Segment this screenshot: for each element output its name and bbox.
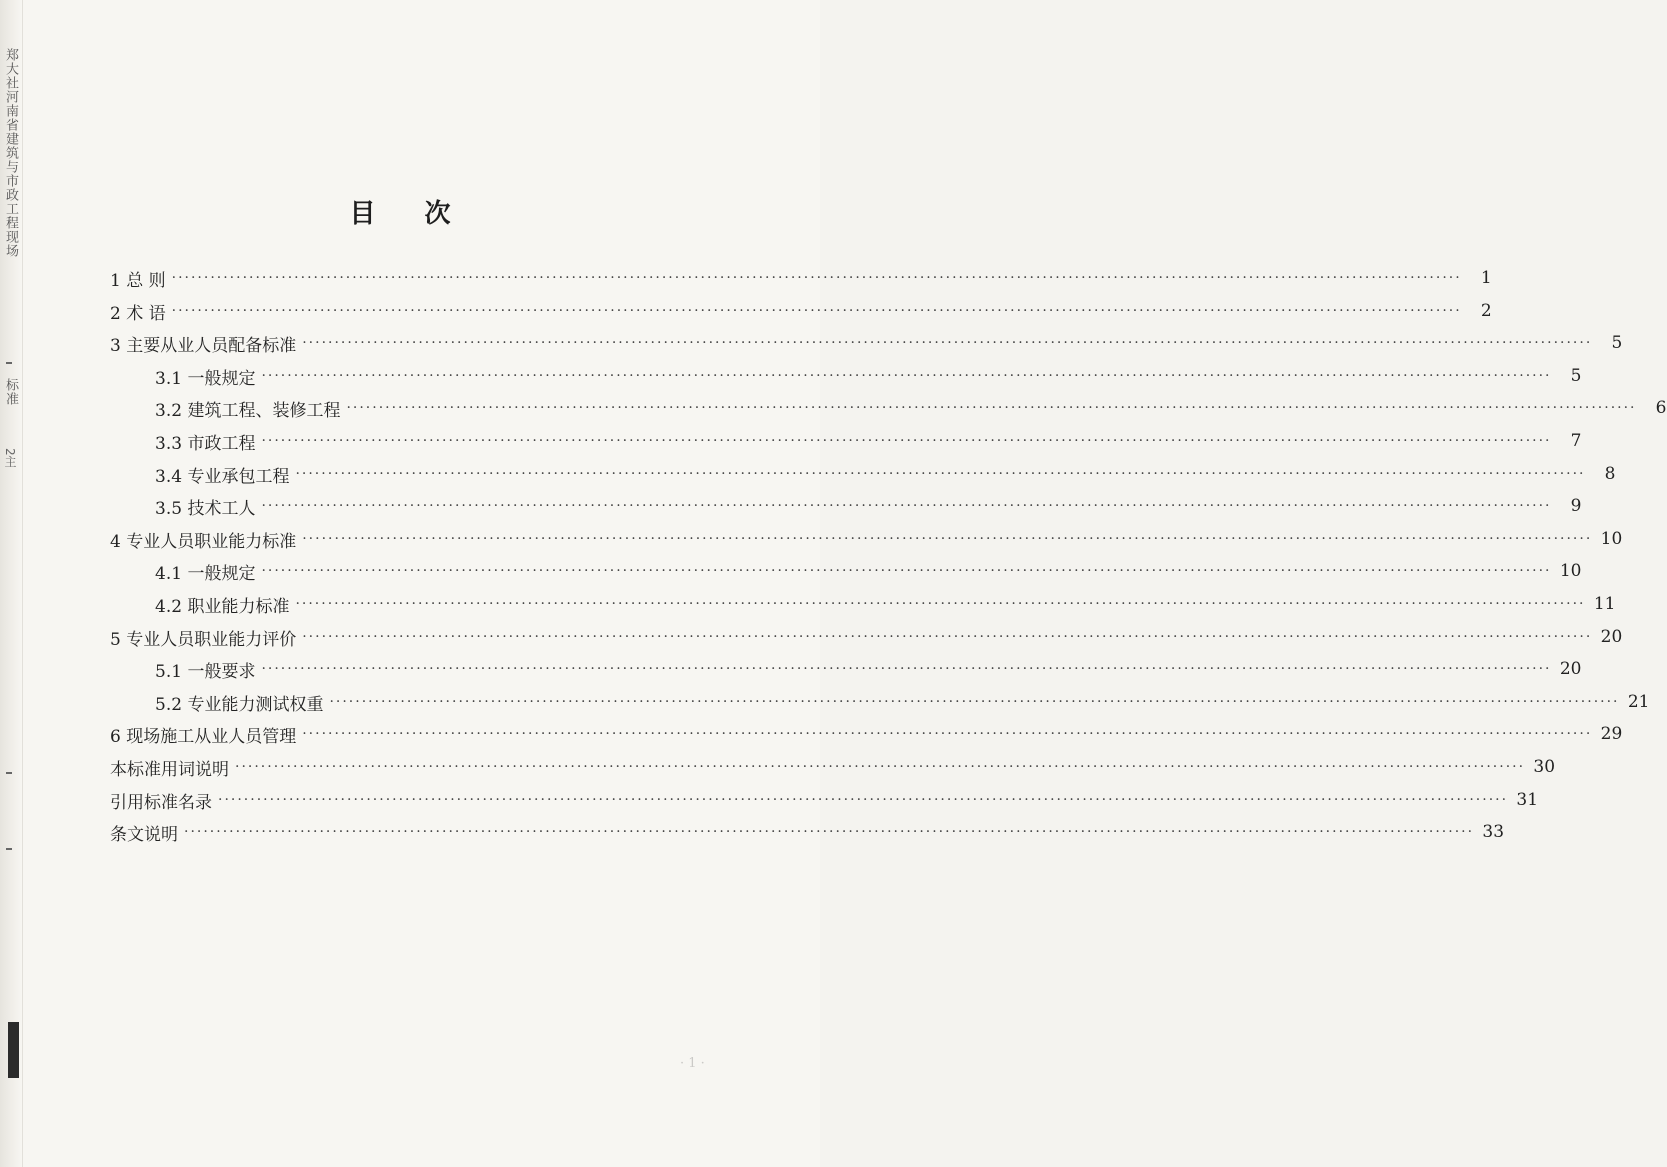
toc-entry-label: 条文说明	[110, 824, 178, 845]
toc-entry-label: 5.1 一般要求	[155, 661, 256, 682]
toc-entry-page: 30	[1533, 757, 1556, 777]
toc-entry[interactable]	[110, 327, 1623, 359]
toc-entry-label: 5 专业人员职业能力评价	[110, 629, 297, 650]
toc-entry-label: 3.2 建筑工程、装修工程	[155, 400, 341, 421]
spine-black-bar	[8, 1022, 19, 1078]
toc-entry-label: 3.1 一般规定	[155, 368, 256, 389]
toc-entry[interactable]	[155, 686, 1650, 718]
toc-dot-leader: ········································································································································································································	[295, 596, 1586, 612]
toc-entry-label: 3.3 市政工程	[155, 433, 256, 454]
book-spine	[0, 0, 23, 1167]
toc-entry[interactable]	[155, 425, 1582, 457]
toc-entry-page: 29	[1600, 724, 1623, 744]
toc-dot-leader: ········································································································································································································	[261, 563, 1552, 579]
page-title: 目 次	[349, 199, 471, 229]
spine-tick-mark	[6, 362, 12, 364]
toc-entry-page: 11	[1593, 594, 1616, 614]
toc-dot-leader: ········································································································································································································	[329, 694, 1620, 710]
toc-entry-label: 3.5 技术工人	[155, 498, 256, 519]
toc-dot-leader: ········································································································································································································	[218, 792, 1509, 808]
toc-entry-page: 20	[1600, 627, 1623, 647]
toc-entry-label: 4.2 职业能力标准	[155, 596, 290, 617]
toc-dot-leader: ········································································································································································································	[302, 629, 1593, 645]
toc-entry-label: 6 现场施工从业人员管理	[110, 726, 297, 747]
toc-entry-page: 7	[1570, 431, 1582, 451]
toc-dot-leader: ········································································································································································································	[171, 303, 1462, 319]
spine-label: 标准	[3, 378, 18, 406]
toc-entry[interactable]	[110, 295, 1492, 327]
toc-dot-leader: ········································································································································································································	[261, 368, 1552, 384]
toc-dot-leader: ········································································································································································································	[302, 726, 1593, 742]
toc-entry-label: 4 专业人员职业能力标准	[110, 531, 297, 552]
toc-entry-page: 5	[1611, 333, 1623, 353]
spine-note: 2主	[3, 448, 17, 468]
toc-dot-leader: ········································································································································································································	[171, 270, 1462, 286]
toc-entry-page: 5	[1570, 366, 1582, 386]
toc-entry[interactable]	[110, 523, 1623, 555]
toc-entry-label: 3.4 专业承包工程	[155, 466, 290, 487]
toc-dot-leader: ········································································································································································································	[302, 335, 1593, 351]
spine-tick-mark	[6, 848, 12, 850]
toc-dot-leader: ········································································································································································································	[261, 661, 1552, 677]
toc-dot-leader: ········································································································································································································	[261, 433, 1552, 449]
toc-dot-leader: ········································································································································································································	[184, 824, 1475, 840]
toc-entry-page: 31	[1516, 790, 1539, 810]
toc-entry-label: 本标准用词说明	[110, 759, 229, 780]
toc-entry-page: 6	[1655, 398, 1667, 418]
toc-dot-leader: ········································································································································································································	[302, 531, 1593, 547]
toc-entry[interactable]	[110, 751, 1556, 783]
toc-entry-page: 10	[1559, 561, 1582, 581]
toc-entry-label: 5.2 专业能力测试权重	[155, 694, 324, 715]
toc-entry-page: 2	[1480, 301, 1492, 321]
toc-entry-page: 21	[1627, 692, 1650, 712]
toc-dot-leader: ········································································································································································································	[346, 400, 1637, 416]
toc-entry[interactable]	[110, 784, 1539, 816]
toc-entry-page: 33	[1482, 822, 1505, 842]
toc-entry-page: 20	[1559, 659, 1582, 679]
page-folio: · 1 ·	[680, 1056, 705, 1071]
toc-entry-label: 1 总 则	[110, 270, 166, 291]
toc-entry[interactable]	[155, 588, 1616, 620]
toc-entry[interactable]	[110, 621, 1623, 653]
toc-dot-leader: ········································································································································································································	[235, 759, 1526, 775]
toc-entry-label: 4.1 一般规定	[155, 563, 256, 584]
toc-dot-leader: ········································································································································································································	[295, 466, 1586, 482]
toc-dot-leader: ········································································································································································································	[261, 498, 1552, 514]
toc-entry-label: 2 术 语	[110, 303, 166, 324]
toc-entry-label: 3 主要从业人员配备标准	[110, 335, 297, 356]
spine-tick-mark	[6, 772, 12, 774]
toc-entry-page: 10	[1600, 529, 1623, 549]
toc-entry[interactable]	[110, 718, 1623, 750]
spine-title: 郑大社河南省建筑与市政工程现场	[3, 48, 18, 258]
toc-entry[interactable]	[110, 816, 1505, 848]
toc-entry[interactable]	[155, 360, 1582, 392]
toc-entry[interactable]	[155, 653, 1582, 685]
toc-entry-page: 1	[1480, 268, 1492, 288]
toc-entry-page: 8	[1604, 464, 1616, 484]
toc-entry[interactable]	[155, 490, 1582, 522]
toc-entry-label: 引用标准名录	[110, 792, 212, 813]
toc-entry[interactable]	[110, 262, 1492, 294]
toc-entry[interactable]	[155, 458, 1616, 490]
toc-entry[interactable]	[155, 555, 1582, 587]
toc-entry[interactable]	[155, 392, 1667, 424]
toc-entry-page: 9	[1570, 496, 1582, 516]
